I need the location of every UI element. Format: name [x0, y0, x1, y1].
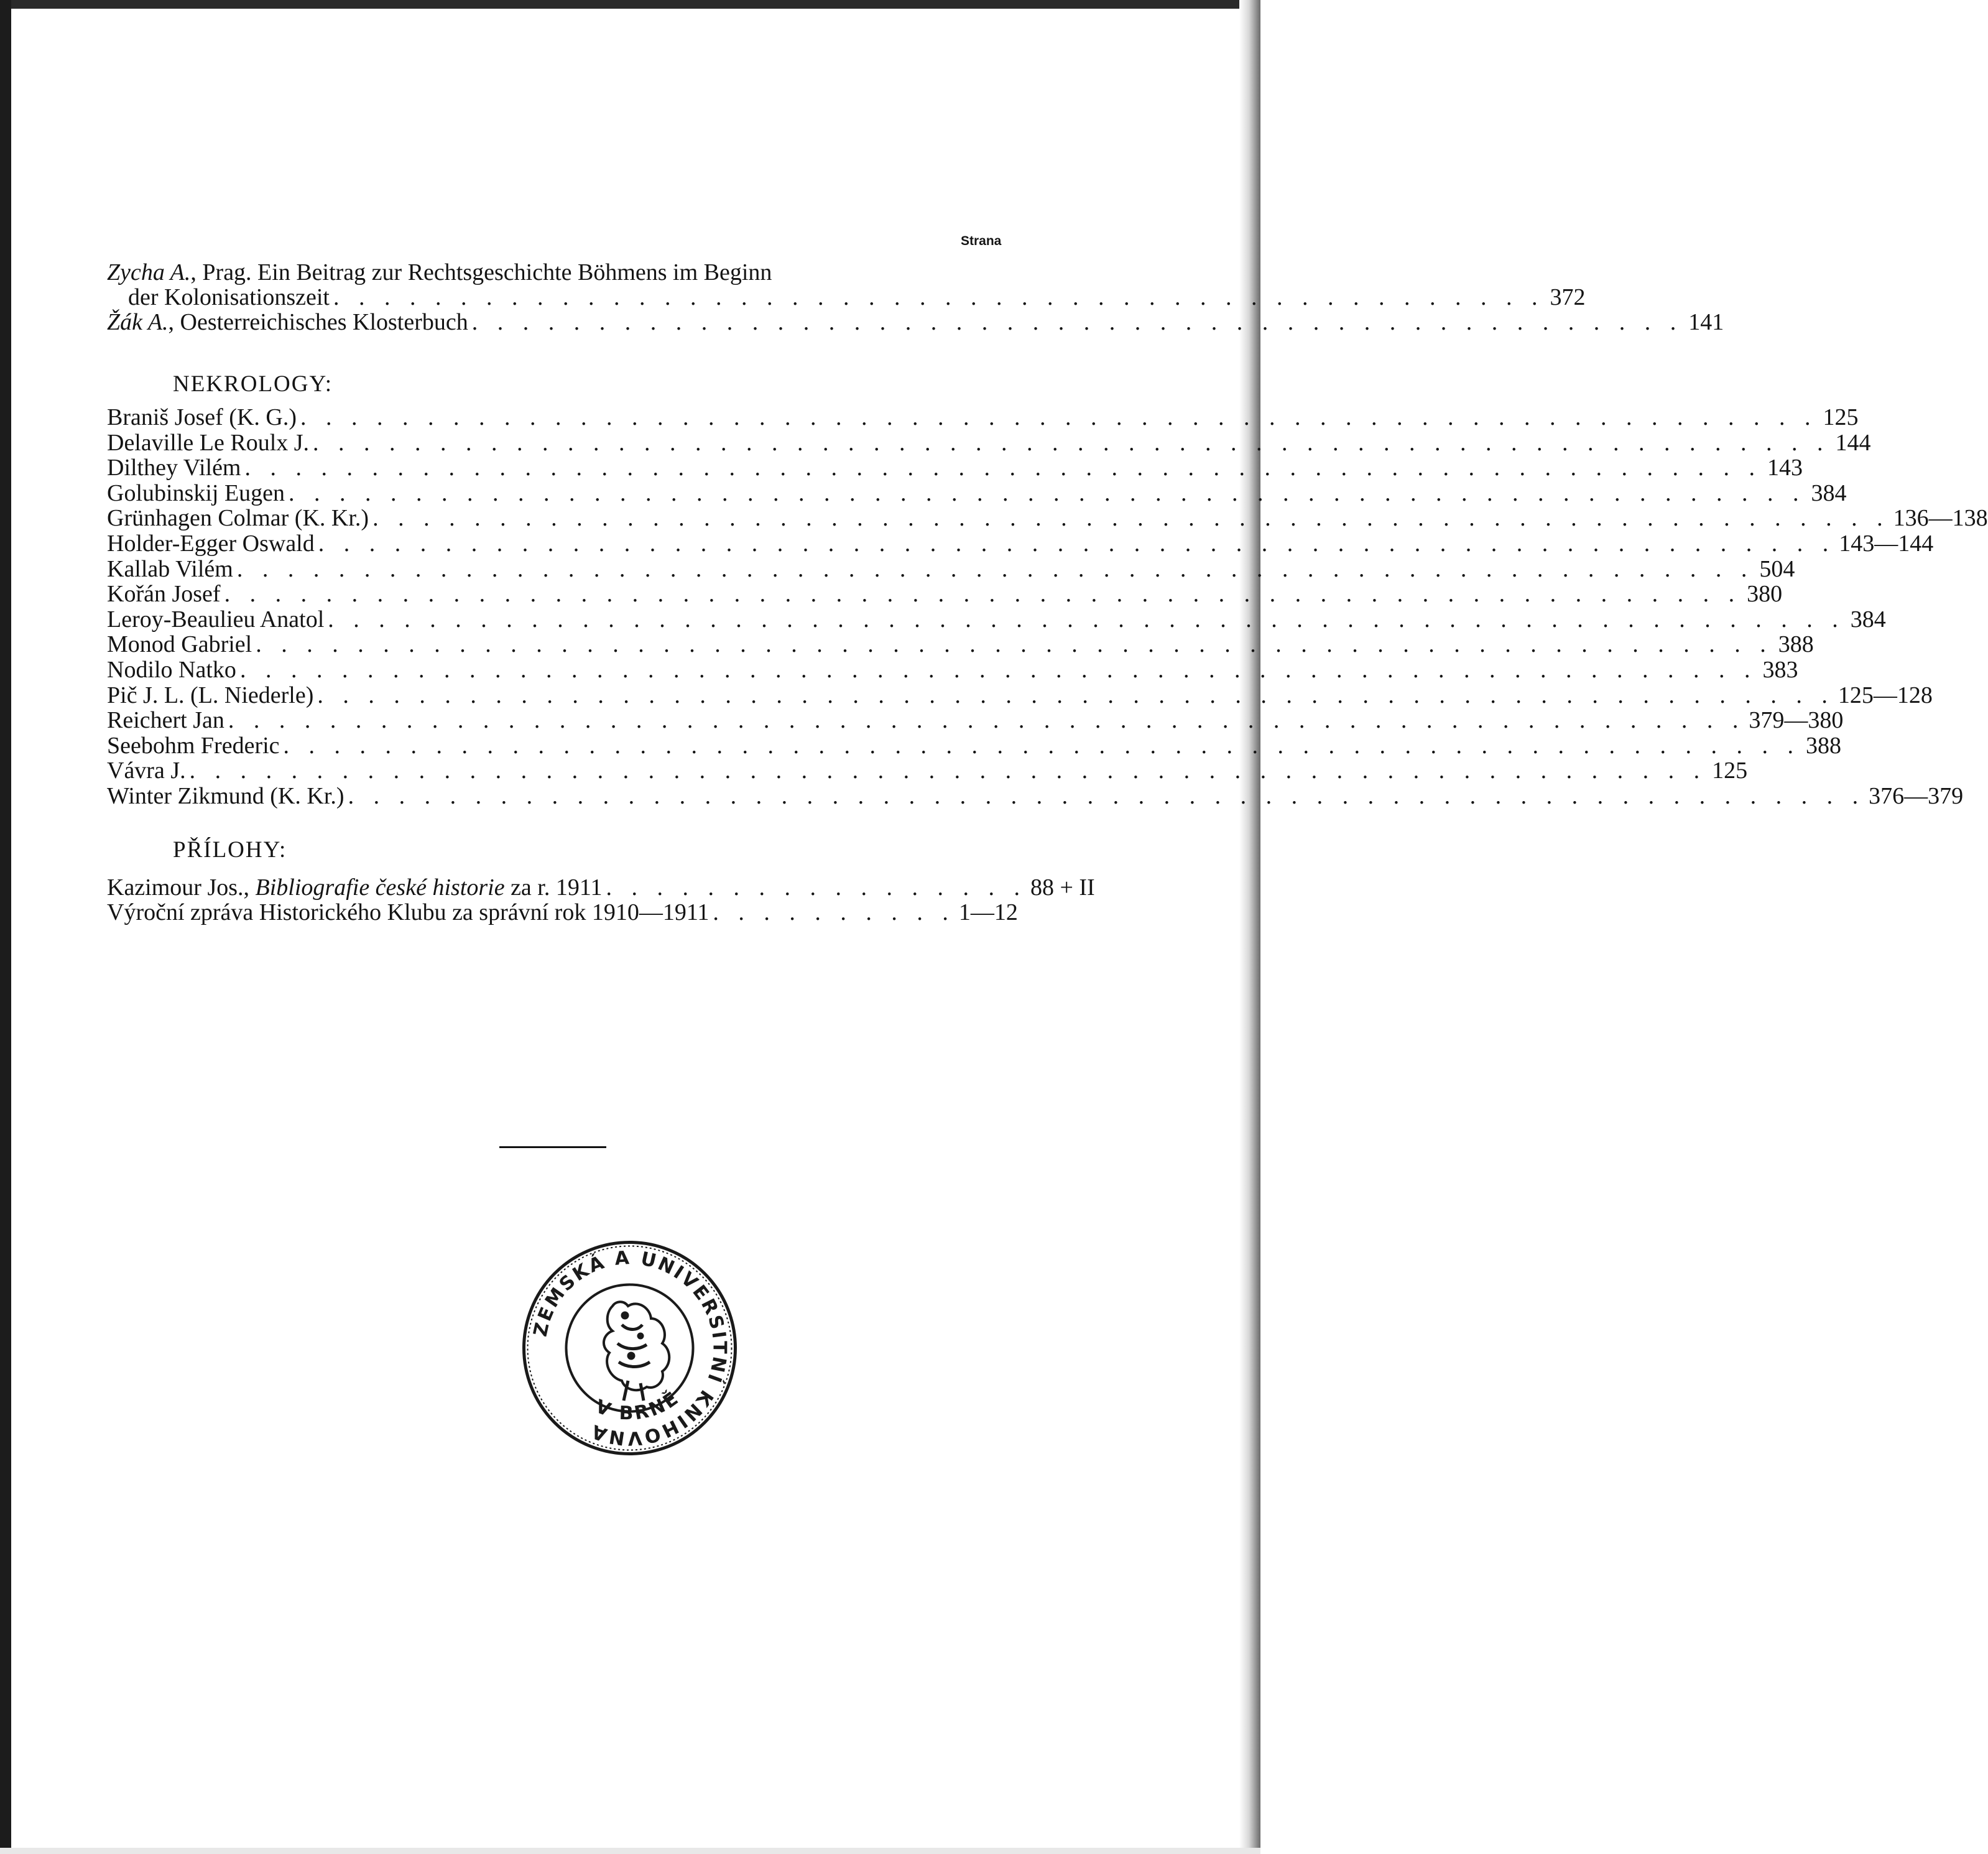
priloha-item-kazimour: [107, 874, 1095, 901]
nekrolog-entry: [107, 581, 1783, 608]
page-number: 125: [1712, 758, 1748, 784]
entry-year: za r. 1911: [504, 874, 603, 901]
section-heading-nekrology: NEKROLOGY:: [173, 371, 333, 397]
leader-dots: . . . . . . . . . . . . . . . . . . . . . . . . . . . . . . . . . . . . . . . . . . . . . . . . . . . . . . . . . . . .: [228, 707, 1745, 734]
nekrolog-entry: [107, 783, 1964, 809]
nekrolog-entry: [107, 505, 1988, 532]
entry-title: Bibliografie české historie: [255, 874, 505, 901]
entry-name: Delaville Le Roulx J.: [107, 429, 310, 456]
leader-dots: . . . . . . . . . . . . . . . . . . . . . . . . . . . . . . . . . . . . . . . . . . . . . . . . . . . . . . . . . . . .: [189, 758, 1707, 784]
leader-dots: . . . . . . . . . . . . . . . . . . . . . . . . . . . . . . . . . . . . . . . . . . . . . . . . . . . . . . . . . . . .: [244, 455, 1762, 481]
page-number: 143—144: [1839, 531, 1934, 557]
nekrolog-entry: [107, 455, 1803, 481]
entry-name: Dilthey Vilém: [107, 455, 241, 481]
entry-name: Monod Gabriel: [107, 631, 252, 658]
leader-dots: . . . . . . . . . . . . . . . . . . . . . . . . . . . . . . . . . . . . . . . . . . . . . . . . . . . . . . . . . . . .: [318, 531, 1836, 557]
leader-dots: . . . . . . . . . . . . . . . . . . . . . . . . . . . . . . . . . . . . . . . . . . . . . . . . . . . . . . . . . . . .: [317, 682, 1834, 708]
entry-name: Kořán Josef: [107, 581, 221, 608]
nekrolog-entry: [107, 732, 1842, 759]
leader-dots: . . . . . . . . . . . . . . . . . . . . . . . . . . . . . . . . . . . . . . . . . . . . . . . . . . . . . . . . . . . .: [236, 555, 1754, 582]
leader-dots: . . . . . . . . . . . . . . . . . . . . . . . . . . . . . . . . . . . . . . . . . . . . . . . . . . . . . . . . . . . .: [289, 480, 1806, 506]
page-number: 125: [1823, 404, 1859, 430]
entry-zycha-line2: [107, 284, 1586, 310]
entry-name: Vávra J.: [107, 758, 186, 784]
entry-name: Leroy-Beaulieu Anatol: [107, 606, 325, 633]
nekrolog-entry: [107, 404, 1859, 430]
nekrolog-entry: [107, 631, 1814, 658]
entry-name: Holder-Egger Oswald: [107, 531, 315, 557]
entry-name: Kallab Vilém: [107, 555, 233, 582]
nekrolog-entry: [107, 555, 1795, 582]
entry-name: Grünhagen Colmar (K. Kr.): [107, 505, 369, 532]
entry-name: Reichert Jan: [107, 707, 224, 734]
entry-name: Pič J. L. (L. Niederle): [107, 682, 314, 708]
leader-dots: . . . . . . . . . . . . . . . . . . . . . . . . . . . . . . . . . . . . . . . . . . . . . . . . . . . . . . . . . . . .: [283, 732, 1801, 759]
stamp-text-top: ZEMSKÁ A UNIVERSITNÍ KNIHOVNA: [529, 1246, 731, 1449]
entry-zak: [107, 309, 1724, 335]
entry-title: Výroční zpráva Historického Klubu za správní rok 1910—1911: [107, 899, 710, 925]
page-number: 379—380: [1749, 707, 1844, 734]
leader-dots: . . . . . . . . . . . . . . . . . . . . . . . . . . . . . . . . . . . . . . . . . . . . . . . . . . . . . . . . . . . .: [256, 631, 1773, 658]
leader-dots: . . . . . . . . . . . . . . . . . . . . . . . . . . . . . . . . . . . . . . . . . . . . . . . .: [333, 284, 1545, 310]
page-number: 143: [1767, 455, 1803, 481]
page-number: 384: [1850, 606, 1886, 633]
entry-zycha-line1: [107, 260, 989, 285]
nekrolog-entry: [107, 657, 1798, 683]
nekrolog-entry: [107, 606, 1886, 633]
nekrolog-entry: [107, 531, 1934, 557]
entry-name: Braniš Josef (K. G.): [107, 404, 297, 430]
leader-dots: . . . . . . . . . . . . . . . . . . . . . . . . . . . . . . . . . . . . . . . . . . . . . . . .: [471, 309, 1683, 335]
page-number: 376—379: [1869, 783, 1964, 809]
leader-dots: . . . . . . . . . . . . . . . . . . . . . . . . . . . . . . . . . . . . . . . . . . . . . . . . . . . . . . . . . . . .: [313, 429, 1830, 456]
section-divider-rule: [499, 1146, 606, 1148]
entry-name: Golubinskij Eugen: [107, 480, 285, 506]
nekrolog-entry: [107, 707, 1844, 734]
page-number: 380: [1747, 581, 1783, 608]
leader-dots: . . . . . . . . . . . . . . . . . . . . . . . . . . . . . . . . . . . . . . . . . . . . . . . . . . . . . . . . . . . .: [328, 606, 1845, 633]
leader-dots: . . . . . . . . . .: [713, 899, 955, 925]
library-stamp: [519, 1238, 740, 1458]
entry-author: Kazimour Jos.,: [107, 874, 256, 901]
stamp-text-bottom: V BRNĚ: [592, 1386, 685, 1425]
nekrolog-entry: [107, 682, 1933, 708]
leader-dots: . . . . . . . . . . . . . . . . .: [606, 874, 1027, 901]
leader-dots: . . . . . . . . . . . . . . . . . . . . . . . . . . . . . . . . . . . . . . . . . . . . . . . . . . . . . . . . . . . .: [239, 657, 1757, 683]
lion-crest-icon: [604, 1302, 669, 1401]
leader-dots: . . . . . . . . . . . . . . . . . . . . . . . . . . . . . . . . . . . . . . . . . . . . . . . . . . . . . . . . . . . .: [372, 505, 1890, 532]
nekrolog-entry: [107, 758, 1748, 784]
page-number: 388: [1806, 732, 1842, 759]
page-number: 384: [1811, 480, 1847, 506]
entry-title: , Prag. Ein Beitrag zur Rechtsgeschichte Böhmens im Beginn: [190, 259, 772, 285]
entry-author: Žák A.: [107, 309, 169, 335]
page-number: 383: [1762, 657, 1798, 683]
page-number: 388: [1778, 631, 1814, 658]
section-heading-prilohy: PŘÍLOHY:: [173, 837, 287, 863]
page-number: 1—12: [958, 899, 1018, 925]
page-number: 125—128: [1838, 682, 1933, 708]
entry-name: Winter Zikmund (K. Kr.): [107, 783, 344, 809]
page-number: 504: [1759, 555, 1795, 582]
leader-dots: . . . . . . . . . . . . . . . . . . . . . . . . . . . . . . . . . . . . . . . . . . . . . . . . . . . . . . . . . . . .: [300, 404, 1818, 430]
page-number: 144: [1835, 429, 1871, 456]
page-number: 141: [1688, 309, 1724, 335]
leader-dots: . . . . . . . . . . . . . . . . . . . . . . . . . . . . . . . . . . . . . . . . . . . . . . . . . . . . . . . . . . . .: [348, 783, 1865, 809]
leader-dots: . . . . . . . . . . . . . . . . . . . . . . . . . . . . . . . . . . . . . . . . . . . . . . . . . . . . . . . . . . . .: [224, 581, 1742, 608]
page-number: 88 + II: [1030, 874, 1095, 901]
page-number: 372: [1550, 284, 1586, 310]
entry-name: Seebohm Frederic: [107, 732, 280, 759]
entry-name: Nodilo Natko: [107, 657, 236, 683]
nekrolog-entry: [107, 480, 1847, 506]
nekrolog-entry: [107, 429, 1871, 456]
page-column-heading: Strana: [961, 234, 1002, 248]
priloha-item-vyrocni-zprava: [107, 899, 1018, 925]
entry-author: Zycha A.: [107, 259, 191, 285]
page-number: 136—138: [1893, 505, 1988, 532]
entry-title: , Oesterreichisches Klosterbuch: [168, 309, 468, 335]
entry-title: der Kolonisationszeit: [128, 284, 330, 310]
